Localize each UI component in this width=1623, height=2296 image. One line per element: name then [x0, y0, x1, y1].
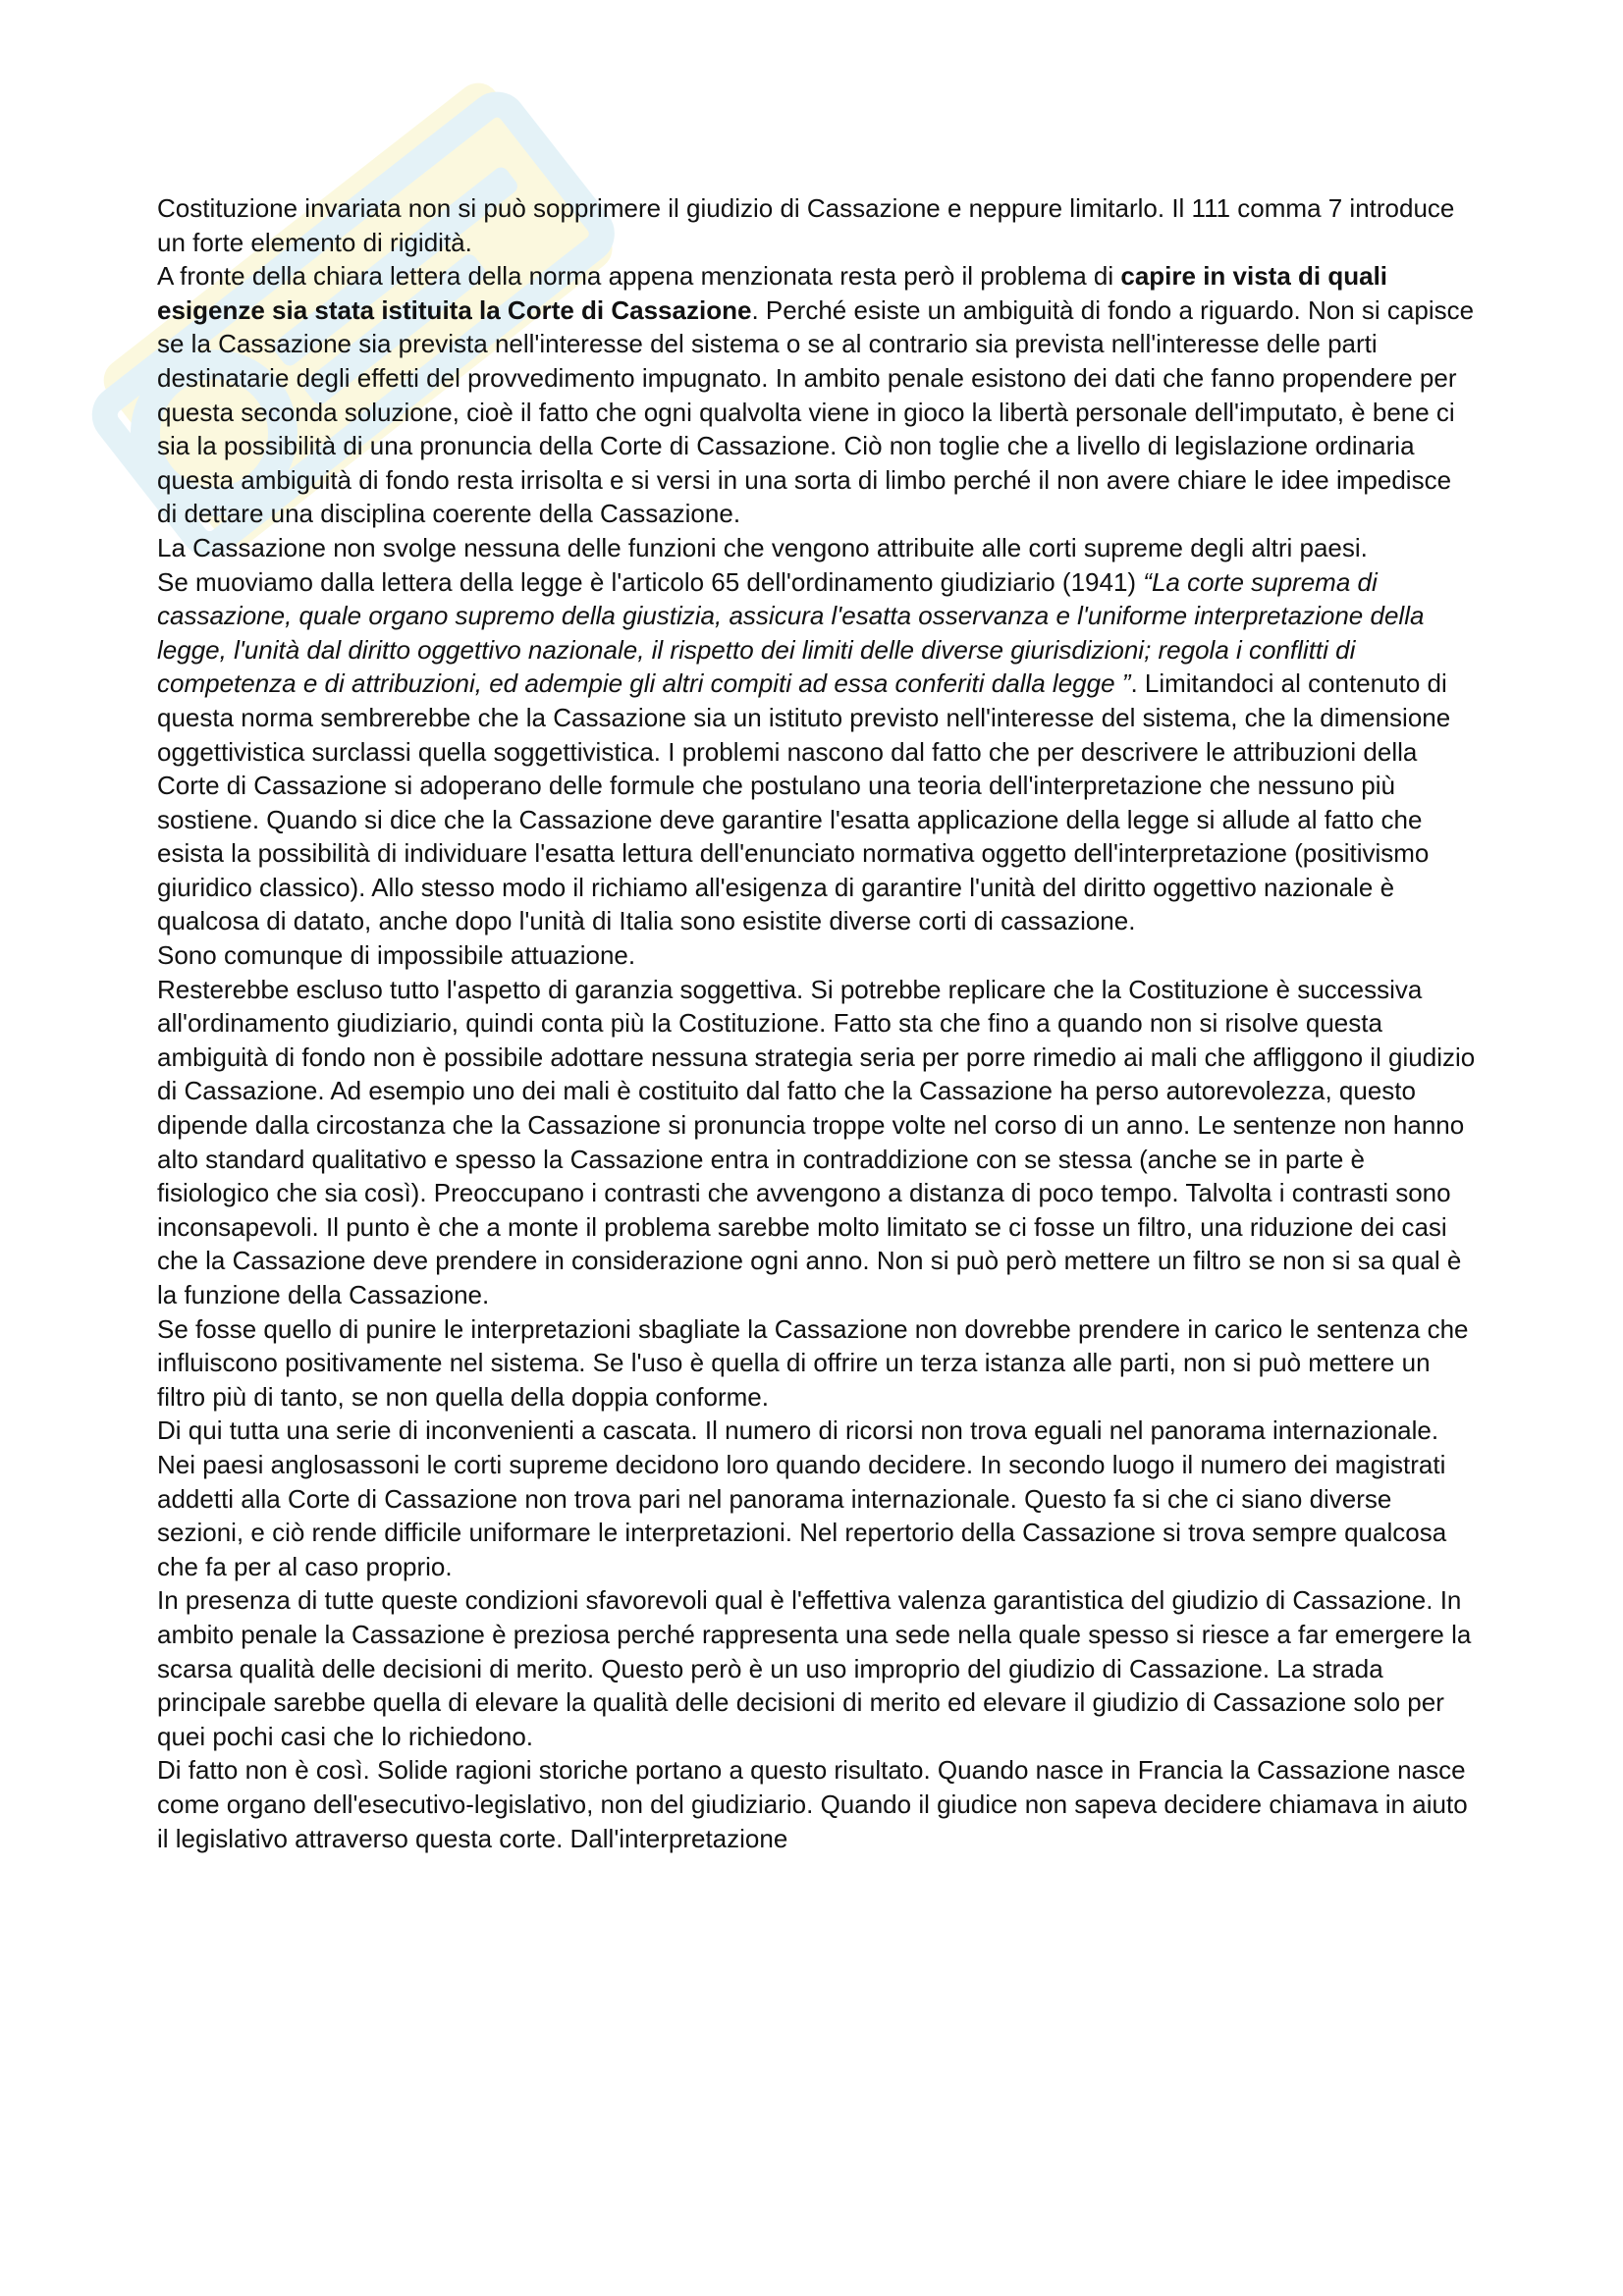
paragraph: [157, 531, 1478, 565]
paragraph: [157, 191, 1478, 259]
paragraph-text: Resterebbe escluso tutto l'aspetto di garanzia soggettiva. Si potrebbe replicare che la Costituzione è successiva all'ordinamento giudiziario, quindi conta più la Costituzione. Fatto sta che fino a quando non si risolve questa ambiguità di fondo non è possibile adottare nessuna strategia seria per porre rimedio ai mali che affliggono il giudizio di Cassazione. Ad esempio uno dei mali è costituito dal fatto che la Cassazione ha perso autorevolezza, questo dipende dalla circostanza che la Cassazione si pronuncia troppe volte nel corso di un anno. Le sentenze non hanno alto standard qualitativo e spesso la Cassazione entra in contraddizione con se stessa (anche se in parte è fisiologico che sia così). Preoccupano i contrasti che avvengono a distanza di poco tempo. Talvolta i contrasti sono inconsapevoli. Il punto è che a monte il problema sarebbe molto limitato se ci fosse un filtro, una riduzione dei casi che la Cassazione deve prendere in considerazione ogni anno. Non si può però mettere un filtro se non si sa qual è la funzione della Cassazione.: [157, 974, 1476, 1309]
paragraph-text: Costituzione invariata non si può sopprimere il giudizio di Cassazione e neppure limitarlo. Il 111 comma 7 introduce un forte elemento di rigidità.: [157, 193, 1455, 257]
paragraph: [157, 1414, 1478, 1583]
paragraph-text: Di qui tutta una serie di inconvenienti a cascata. Il numero di ricorsi non trova eguali nel panorama internazionale. Nei paesi anglosassoni le corti supreme decidono loro quando decidere. In secondo luogo il numero dei magistrati addetti alla Corte di Cassazione non trova pari nel panorama internazionale. Questo fa si che ci siano diverse sezioni, e ciò rende difficile uniformare le interpretazioni. Nel repertorio della Cassazione si trova sempre qualcosa che fa per al caso proprio.: [157, 1415, 1447, 1581]
paragraph: [157, 1753, 1478, 1855]
paragraph-text: Di fatto non è così. Solide ragioni storiche portano a questo risultato. Quando nasce in Francia la Cassazione nasce come organo dell'esecutivo-legislativo, non del giudiziario. Quando il giudice non sapeva decidere chiamava in aiuto il legislativo attraverso questa corte. Dall'interpretazione: [157, 1755, 1468, 1853]
paragraph: [157, 1312, 1478, 1415]
paragraph-text: Se fosse quello di punire le interpretazioni sbagliate la Cassazione non dovrebbe prendere in carico le sentenza che influiscono positivamente nel sistema. Se l'uso è quella di offrire un terza istanza alle parti, non si può mettere un filtro più di tanto, se non quella della doppia conforme.: [157, 1313, 1469, 1412]
quoted-law-text: “La corte suprema di cassazione, quale organo supremo della giustizia, assicura l'esatta osservanza e l'uniforme interpretazione della legge, l'unità dal diritto oggettivo nazionale, il rispetto dei limiti delle diverse giurisdizioni; regola i conflitti di competenza e di attribuzioni, ed adempie gli altri compiti ad essa conferiti dalla legge ”: [157, 566, 1425, 699]
paragraph: [157, 938, 1478, 973]
paragraph: [157, 259, 1478, 531]
paragraph-text: . Perché esiste un ambiguità di fondo a riguardo. Non si capisce se la Cassazione sia prevista nell'interesse del sistema o se al contrario sia prevista nell'interesse delle parti destinatarie degli effetti del provvedimento impugnato. In ambito penale esistono dei dati che fanno propendere per questa seconda soluzione, cioè il fatto che ogni qualvolta viene in gioco la libertà personale dell'imputato, è bene ci sia la possibilità di una pronuncia della Corte di Cassazione. Ciò non toglie che a livello di legislazione ordinaria questa ambiguità di fondo resta irrisolta e si versi in una sorta di limbo perché il non avere chiare le idee impedisce di dettare una disciplina coerente della Cassazione.: [157, 294, 1475, 529]
paragraph: [157, 973, 1478, 1312]
bold-phrase: capire in vista di quali esigenze sia stata istituita la Corte di Cassazione: [157, 261, 1388, 325]
paragraph-text: In presenza di tutte queste condizioni sfavorevoli qual è l'effettiva valenza garantistica del giudizio di Cassazione. In ambito penale la Cassazione è preziosa perché rappresenta una sede nella quale spesso si riesce a far emergere la scarsa qualità delle decisioni di merito. Questo però è un uso improprio del giudizio di Cassazione. La strada principale sarebbe quella di elevare la qualità delle decisioni di merito ed elevare il giudizio di Cassazione solo per quei pochi casi che lo richiedono.: [157, 1585, 1472, 1751]
paragraph-text: Se muoviamo dalla lettera della legge è l'articolo 65 dell'ordinamento giudiziario (1941): [157, 566, 1144, 597]
paragraph-text: A fronte della chiara lettera della norma appena menzionata resta però il problema di: [157, 261, 1121, 292]
paragraph: [157, 565, 1478, 939]
paragraph: [157, 1583, 1478, 1753]
paragraph-text: Sono comunque di impossibile attuazione.: [157, 940, 636, 971]
paragraph-text: . Limitandoci al contenuto di questa norma sembrerebbe che la Cassazione sia un istituto previsto nell'interesse del sistema, che la dimensione oggettivistica surclassi quella soggettivistica. I problemi nascono dal fatto che per descrivere le attribuzioni della Corte di Cassazione si adoperano delle formule che postulano una teoria dell'interpretazione che nessuno più sostiene. Quando si dice che la Cassazione deve garantire l'esatta applicazione della legge si allude al fatto che esista la possibilità di individuare l'esatta lettura dell'enunciato normativa oggetto dell'interpretazione (positivismo giuridico classico). Allo stesso modo il richiamo all'esigenza di garantire l'unità del diritto oggettivo nazionale è qualcosa di datato, anche dopo l'unità di Italia sono esistite diverse corti di cassazione.: [157, 668, 1451, 936]
paragraph-text: La Cassazione non svolge nessuna delle funzioni che vengono attribuite alle corti supreme degli altri paesi.: [157, 532, 1368, 562]
document-body: [157, 191, 1478, 1855]
